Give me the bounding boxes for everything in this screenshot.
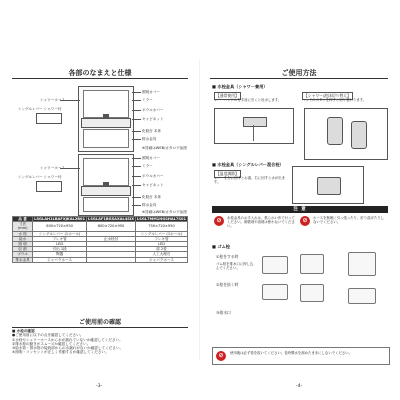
label-shower-switch: 【シャワー/泡沫切り替え】 [304, 93, 351, 98]
vanity-illustration-1 [78, 86, 134, 152]
callout-cabinet-2: キャビネット [142, 183, 164, 187]
page-number: -3- [96, 384, 103, 389]
callout-shower-hose-2: シャワーホース [40, 166, 65, 170]
spec-header-cell: 品 番 [13, 217, 33, 222]
model2-note: ※詳細はWEB/カタログ参照 [142, 210, 187, 214]
table-cell: フレキ管 [33, 236, 87, 241]
table-cell: LED [136, 242, 188, 247]
callout-mirror-1: ミラー [142, 98, 153, 102]
prohibition-icon: ⊘ [214, 216, 224, 226]
faucet-diagram-1 [214, 108, 294, 144]
table-cell: LED [33, 242, 87, 247]
shower-head-diagram [304, 108, 388, 160]
note-line: ●ご使用前に以下の点を確認してください。 [12, 333, 84, 338]
table-cell: 人工大理石 [136, 252, 188, 257]
caution-text-left: 水栓金具のお手入れは、柔らかい布で行ってください。研磨剤や溶剤は使わないでください。 [227, 216, 295, 229]
table-cell: 水 栓 [13, 231, 33, 236]
desc-normal-use: レバーハンドルを手前に引くと吐水します。 [214, 98, 282, 102]
leader-line [132, 131, 141, 132]
leader-line [132, 100, 141, 101]
cabinet-door-shape [83, 129, 129, 148]
step-label-1: ①栓をする時 [216, 254, 239, 259]
leader-line [132, 110, 141, 111]
drain-illustration-1 [262, 256, 288, 274]
table-cell: ボウル [13, 252, 33, 257]
page-title-specs: 各部のなまえと仕様 [12, 68, 188, 79]
spec-header-cell: LSGLAH1LBAFXJKAL2B01 [34, 217, 86, 221]
callout-cabinet-1: キャビネット [142, 117, 164, 121]
basin-shape [81, 118, 131, 128]
drain-illustration-2 [300, 254, 324, 274]
caution-banner: 注 意 [212, 206, 388, 213]
shower-head-shape [351, 121, 367, 149]
callout-drain-2: 排水金具 [142, 203, 157, 207]
callout-mirror-2: ミラー [142, 164, 153, 168]
label-temperature: 【温度調節】 [216, 171, 239, 176]
hose-shape [253, 125, 254, 141]
table-cell: 750×720×950 [136, 222, 188, 231]
callout-body-1: 化粧台 本体 [142, 129, 162, 133]
caution-box-bottom [212, 347, 390, 365]
leader-line [132, 119, 141, 120]
lever-faucet-shape [317, 177, 341, 195]
lever-diagram [292, 166, 364, 204]
label-normal-use: 【通常使用】 [216, 93, 239, 98]
table-cell: シングルレバー (1ホール) [33, 231, 87, 236]
table-cell: ジャバラホース [136, 257, 188, 262]
shower-head-inset-2 [36, 181, 62, 192]
note-line: ①水栓やシャワーホースから水が漏れていないか確認してください。 [12, 337, 123, 342]
model1-side-label: シングルレバー シャワー付 [18, 107, 62, 111]
table-cell: 600×720×950 [87, 222, 136, 231]
table-cell: 寸法 (mm) [13, 222, 33, 231]
leader-line [60, 100, 80, 101]
table-row [13, 222, 188, 231]
note-line: ④照明・コンセントが正しく作動するか確認してください。 [12, 350, 109, 355]
note-line: ③給水管・排水管の接続部からの水漏れがないか確認してください。 [12, 346, 124, 351]
caution-text-right: ホースを無理に引っ張ったり、折り曲げたりしないでください。 [313, 216, 385, 225]
table-cell: シングルレバー (1ホール) [136, 231, 188, 236]
section-head-single-lever: ■ 水栓金具（シングルレバー混合栓） [212, 162, 284, 167]
drain-illustration-6 [348, 288, 376, 304]
spec-table [12, 216, 188, 263]
callout-drain-1: 排水金具 [142, 137, 157, 141]
section-head-rubber-plug: ■ ゴム栓 [212, 244, 230, 249]
drain-illustration-4 [262, 284, 288, 300]
table-cell: 扉 2枚 [136, 247, 188, 252]
table-row [13, 257, 188, 262]
vanity-illustration-2 [78, 154, 134, 216]
spec-header-cell: LSGL7MM1HGSHAL7S01 [137, 217, 186, 221]
table-cell: 収 納 [13, 247, 33, 252]
spec-table-header [13, 217, 188, 222]
leader-line [132, 205, 141, 206]
section-title-precheck: ご使用前の確認 [12, 318, 188, 328]
section-head-shower-faucet: ■ 水栓金具（シャワー兼用） [212, 84, 268, 89]
step-desc: ゴム栓を排水口に押し込んでください。 [216, 262, 254, 270]
table-cell: フレキ管 [136, 236, 188, 241]
prohibition-icon: ⊘ [216, 351, 226, 361]
table-cell: 照 明 [13, 242, 33, 247]
drain-illustration-3 [348, 252, 376, 276]
table-cell: 止水栓付 [87, 236, 136, 241]
model2-side-label: シングルレバー シャワー付 [18, 175, 62, 179]
table-cell: 引出 1段 [33, 247, 87, 252]
desc-shower-switch: ヘッドのボタンを押すと切り替わります。 [302, 98, 367, 102]
desc-temperature: レバーを左に回すとお湯、右に回すと水が出ます。 [214, 176, 285, 184]
drain-illustration-5 [300, 284, 324, 302]
callout-body-2: 化粧台 本体 [142, 195, 162, 199]
caution-text-bottom: 使用後は必ず栓を抜いてください。長時間水を溜めたままにしないでください。 [230, 351, 353, 355]
callout-light-cover-1: 照明カバー [142, 90, 160, 94]
page-title-usage: ご使用方法 [210, 68, 388, 79]
prohibition-icon: ⊘ [300, 216, 310, 226]
cabinet-door-shape [83, 197, 129, 212]
leader-line [132, 92, 141, 93]
leader-line [132, 158, 141, 159]
precheck-notes [12, 329, 188, 355]
shower-head-shape [327, 117, 343, 145]
step-label-3: ③排水口 [216, 310, 231, 315]
notes-heading: ■ 水栓の確認 [12, 329, 35, 333]
table-cell: 排水金具 [13, 257, 33, 262]
table-cell: 陶器 [33, 252, 87, 257]
faucet-shape [243, 117, 267, 127]
table-cell [87, 257, 136, 262]
page-number: -4- [296, 384, 303, 389]
callout-shower-hose-1: シャワーホース [40, 98, 65, 102]
spec-header-cell: LSGLAF1BGSAXAL4SIX [88, 217, 134, 221]
leader-line [132, 176, 141, 177]
table-cell: ジャバラホース [33, 257, 87, 262]
note-line: ②排水栓の動きがスムーズか確認してください。 [12, 341, 91, 346]
leader-line [132, 197, 141, 198]
callout-light-cover-2: 照明カバー [142, 156, 160, 160]
leader-line [132, 139, 141, 140]
callout-bowl-cover-1: ボウルカバー [142, 108, 164, 112]
callout-bowl-cover-2: ボウルカバー [142, 174, 164, 178]
leader-line [60, 168, 80, 169]
basin-shape [81, 186, 131, 196]
leader-line [132, 166, 141, 167]
step-label-2: ②栓を抜く時 [216, 282, 239, 287]
leader-line [132, 185, 141, 186]
model1-note: ※詳細はWEB/カタログ参照 [142, 146, 187, 150]
table-cell: 600×720×950 [33, 222, 87, 231]
table-cell: 給水 [13, 236, 33, 241]
shower-head-inset-1 [36, 113, 62, 124]
